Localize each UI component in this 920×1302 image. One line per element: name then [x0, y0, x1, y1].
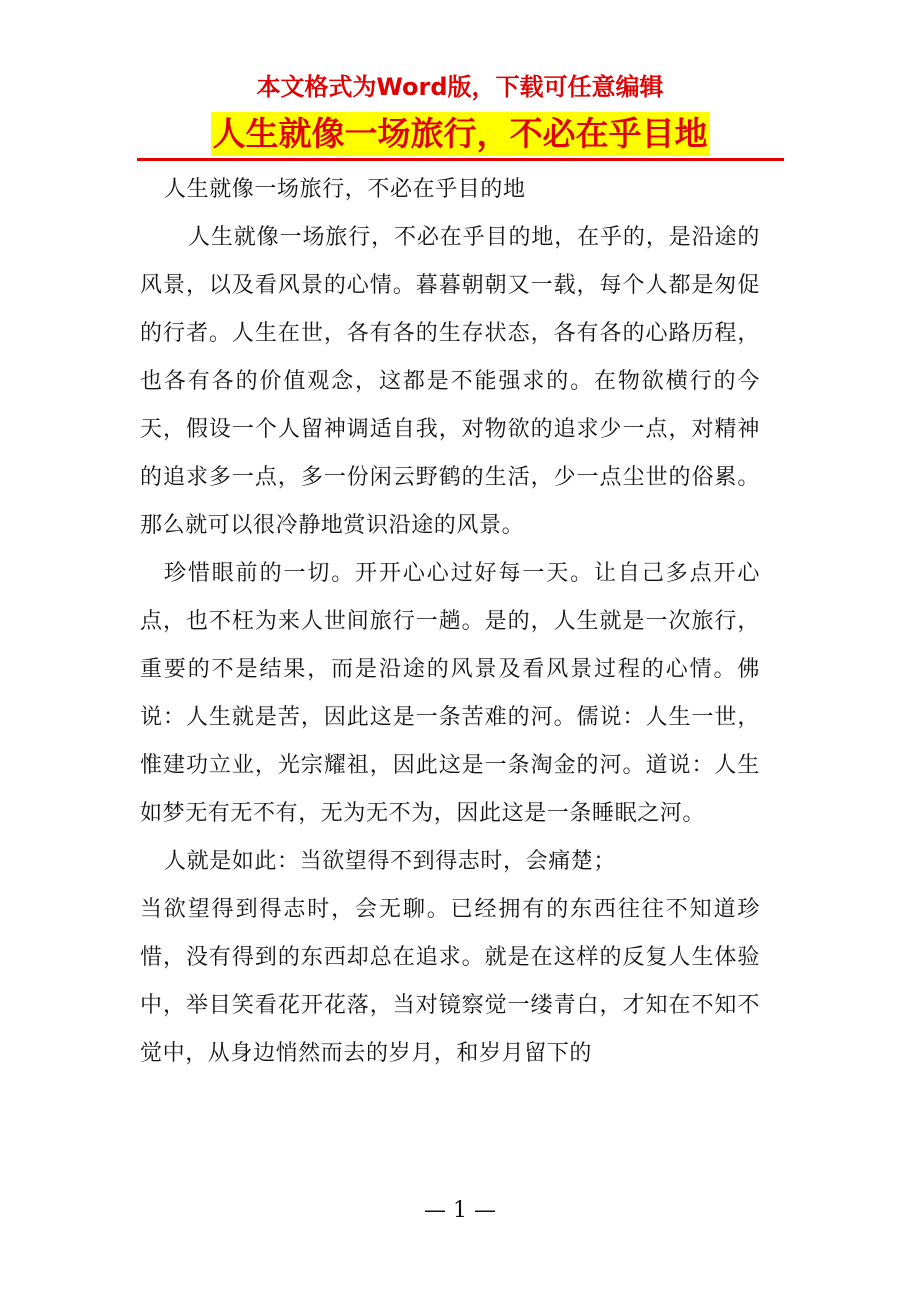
- paragraph-2: 珍惜眼前的一切。开开心心过好每一天。让自己多点开心点，也不枉为来人世间旅行一趟。是的，人生就是一次旅行，重要的不是结果，而是沿途的风景及看风景过程的心情。佛说：人生就是苦，因此这是一条苦难的河。儒说：人生一世，惟建功立业，光宗耀祖，因此这是一条淘金的河。道说：人生如梦无有无不有，无为无不为，因此这是一条睡眠之河。: [140, 561, 760, 826]
- title-container: [0, 112, 920, 156]
- page-number: — 1 —: [424, 1198, 496, 1223]
- document-title: 人生就像一场旅行，不必在乎目地: [211, 112, 710, 156]
- paragraph-3-start: 人就是如此：当欲望得不到得志时，会痛楚；: [164, 849, 617, 874]
- paragraph-1: 人生就像一场旅行，不必在乎目的地，在乎的，是沿途的风景，以及看风景的心情。暮暮朝朝又一载，每个人都是匆促的行者。人生在世，各有各的生存状态，各有各的心路历程，也各有各的价值观念，这都是不能强求的。在物欲横行的今天，假设一个人留神调适自我，对物欲的追求少一点，对精神的追求多一点，多一份闲云野鹤的生活，少一点尘世的俗累。那么就可以很冷静地赏识沿途的风景。: [140, 225, 760, 538]
- document-subtitle: 人生就像一场旅行，不必在乎目的地: [164, 177, 526, 202]
- title-divider: [137, 158, 784, 161]
- paragraph-3-continued: 当欲望得到得志时，会无聊。已经拥有的东西往往不知道珍惜，没有得到的东西却总在追求。就是在这样的反复人生体验中，举目笑看花开花落，当对镜察觉一缕青白，才知在不知不觉中，从身边悄然而去的岁月，和岁月留下的: [140, 897, 760, 1066]
- format-note: 本文格式为Word版，下载可任意编辑: [256, 73, 664, 101]
- document-body: [140, 166, 760, 1078]
